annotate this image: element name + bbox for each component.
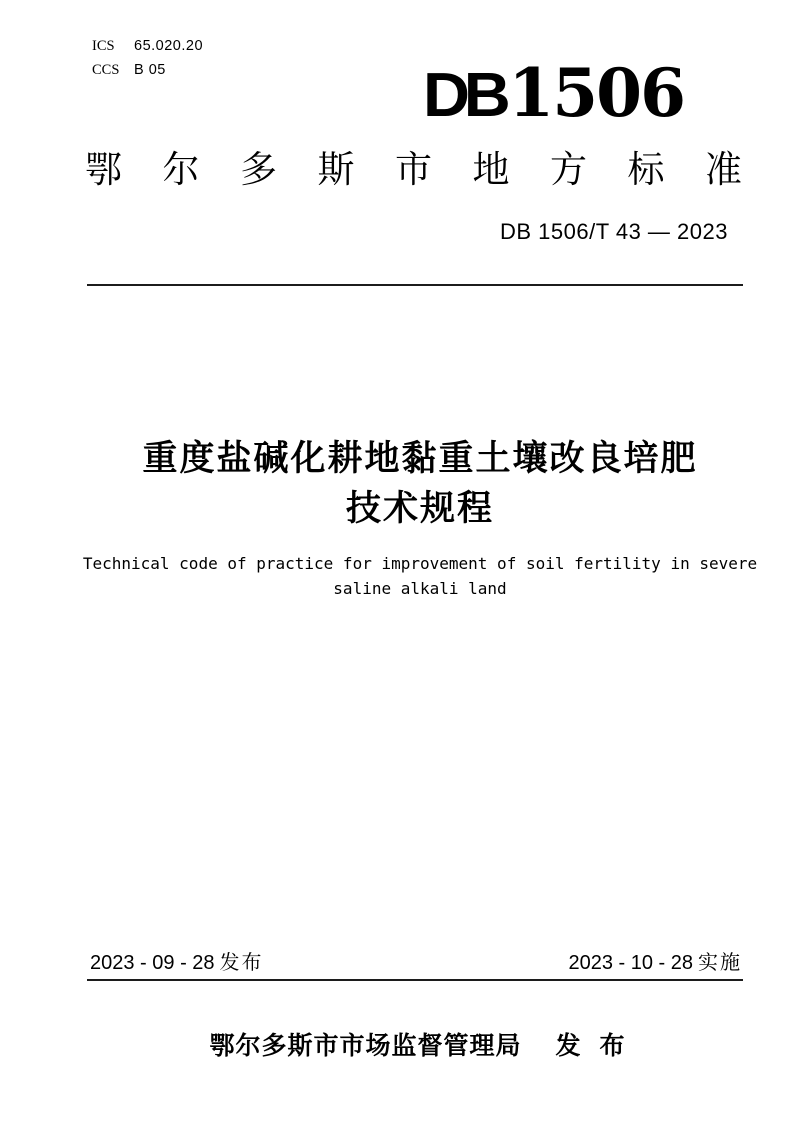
db-logo-prefix: DB	[422, 61, 505, 130]
issue-date-label: 发布	[219, 952, 264, 974]
dates-row	[90, 951, 742, 975]
publisher-name: 鄂尔多斯市市场监督管理局	[209, 1032, 522, 1060]
issue-date	[90, 951, 264, 975]
ccs-value: B 05	[134, 62, 166, 78]
standard-type-heading: 鄂尔多斯市地方标准	[85, 149, 742, 190]
implementation-date-value: 2023 - 10 - 28	[568, 952, 693, 974]
ics-label: ICS	[92, 38, 115, 54]
ics-code	[92, 34, 203, 58]
bottom-divider	[87, 979, 743, 981]
document-title-en-line2: saline alkali land	[333, 579, 507, 598]
publish-label: 发 布	[555, 1032, 631, 1060]
document-title-en-line1: Technical code of practice for improvement of soil fertility in severe	[82, 554, 758, 573]
publisher-line	[40, 1030, 800, 1062]
db-logo-number: 1506	[508, 54, 684, 132]
classification-codes	[92, 34, 203, 82]
issue-date-value: 2023 - 09 - 28	[90, 952, 215, 974]
ccs-code	[92, 58, 203, 82]
implementation-date-label: 实施	[698, 952, 742, 974]
document-title-cn-line1: 重度盐碱化耕地黏重土壤改良培肥	[142, 439, 698, 478]
db-logo	[422, 54, 684, 132]
document-title-cn	[40, 434, 800, 534]
document-title-en	[40, 551, 800, 601]
top-divider	[87, 284, 743, 286]
document-title-cn-line2: 技术规程	[345, 489, 494, 528]
ics-value: 65.020.20	[134, 38, 204, 54]
standard-code: DB 1506/T 43 — 2023	[499, 219, 728, 244]
implementation-date	[568, 951, 742, 975]
ccs-label: CCS	[92, 62, 120, 78]
